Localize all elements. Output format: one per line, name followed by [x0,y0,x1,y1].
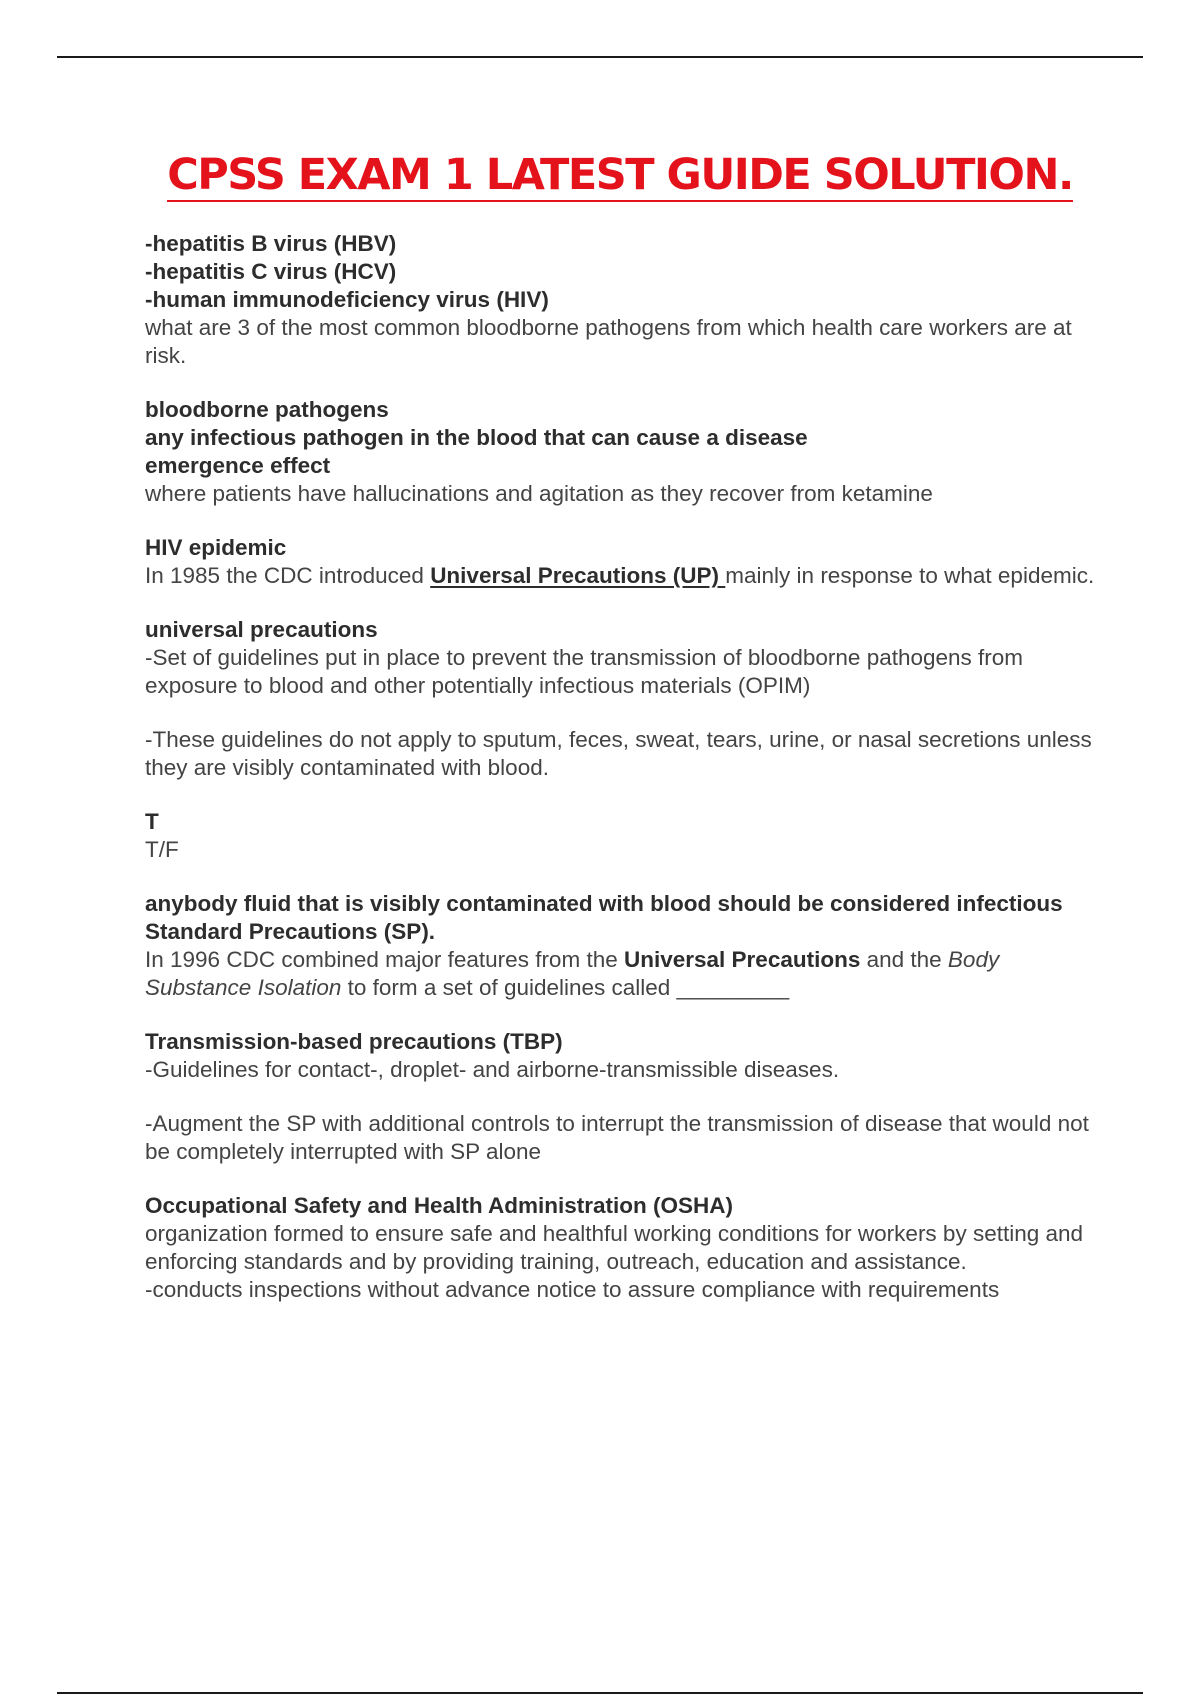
card-definition: -Guidelines for contact-, droplet- and airborne-transmissible diseases. [145,1057,840,1082]
card-term-line: -hepatitis C virus (HCV) [145,259,397,284]
card-definition [145,946,1095,1002]
page-top-rule [57,56,1143,58]
flashcard-hepatitis-hiv [145,230,1095,370]
flashcard-body-fluid [145,890,1095,918]
card-definition: organization formed to ensure safe and healthful working conditions for workers by setting and enforcing standards and by providing training, outreach, education and assistance. [145,1221,1084,1274]
flashcard-true-false [145,808,1095,864]
definition-text: to form a set of guidelines called _________ [341,975,790,1000]
flashcard-emergence-effect [145,452,1095,508]
card-definition: any infectious pathogen in the blood that can cause a disease [145,425,808,450]
definition-bold-text: Universal Precautions [623,947,861,972]
definition-text: and the [860,947,948,972]
flashcard-standard-precautions [145,918,1095,1002]
definition-text: In 1996 CDC combined major features from the [145,947,624,972]
page-bottom-rule [57,1692,1143,1694]
definition-italic-text: Body Substance Isolation [145,947,1000,1000]
card-term: HIV epidemic [145,535,287,560]
flashcard-transmission-based [145,1028,1095,1166]
flashcard-osha [145,1192,1095,1304]
card-term: T [145,809,159,834]
definition-text: mainly in response to what epidemic. [725,563,1095,588]
definition-text: In 1985 the CDC introduced [145,563,431,588]
document-title-block [0,150,1200,202]
card-term: Occupational Safety and Health Administration (OSHA) [145,1193,733,1218]
card-term: Transmission-based precautions (TBP) [145,1029,563,1054]
card-term-line: -hepatitis B virus (HBV) [145,231,397,256]
card-definition: -Augment the SP with additional controls to interrupt the transmission of disease that would not be completely interrupted with SP alone [145,1111,1089,1164]
card-definition: -Set of guidelines put in place to prevent the transmission of bloodborne pathogens from exposure to blood and other potentially infectious materials (OPIM) [145,645,1024,698]
card-definition [145,562,1095,590]
universal-precautions-link[interactable]: Universal Precautions (UP) [430,563,726,588]
document-title: CPSS EXAM 1 LATEST GUIDE SOLUTION. [167,150,1073,200]
card-term: universal precautions [145,617,378,642]
card-term: Standard Precautions (SP). [145,919,436,944]
card-definition: -These guidelines do not apply to sputum, feces, sweat, tears, urine, or nasal secretions unless they are visibly contaminated with blood. [145,727,1092,780]
card-definition: what are 3 of the most common bloodborne pathogens from which health care workers are at risk. [145,315,1072,368]
flashcard-list [145,230,1095,1330]
flashcard-bloodborne-pathogens [145,396,1095,452]
flashcard-universal-precautions [145,616,1095,782]
card-definition: -conducts inspections without advance notice to assure compliance with requirements [145,1277,1000,1302]
card-term-line: -human immunodeficiency virus (HIV) [145,287,549,312]
card-term: anybody fluid that is visibly contaminated with blood should be considered infectious [145,891,1063,916]
card-term: bloodborne pathogens [145,397,389,422]
flashcard-hiv-epidemic [145,534,1095,590]
card-term: emergence effect [145,453,331,478]
card-definition: where patients have hallucinations and agitation as they recover from ketamine [145,481,933,506]
card-definition: T/F [145,837,179,862]
